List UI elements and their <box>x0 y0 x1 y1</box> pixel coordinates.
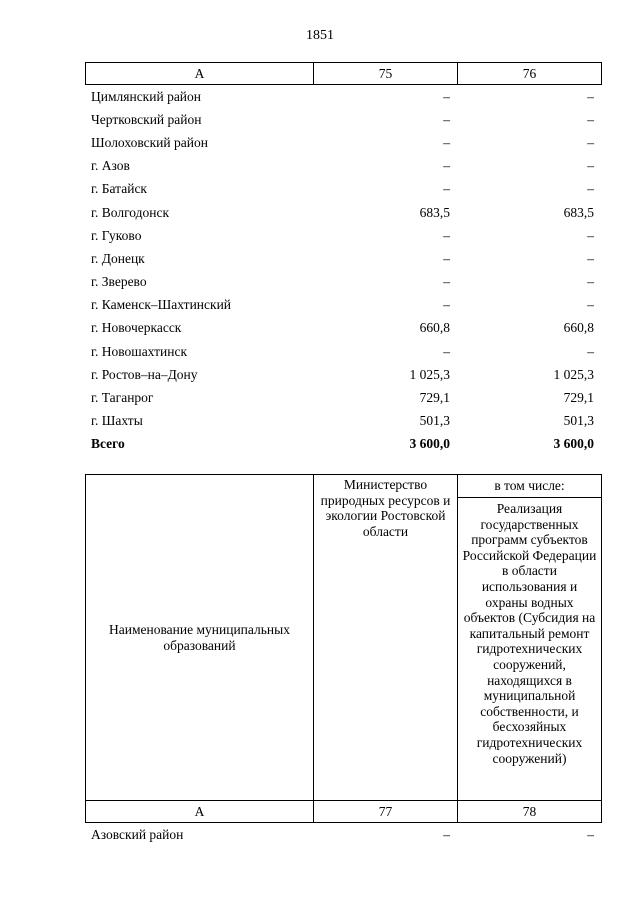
value-75: – <box>443 88 450 104</box>
table-row <box>85 363 601 386</box>
municipality-name: г. Волгодонск <box>91 204 170 220</box>
table-row <box>85 386 601 409</box>
municipality-name: Шолоховский район <box>91 134 208 150</box>
value-76: 729,1 <box>563 390 594 406</box>
value-76: – <box>587 181 594 197</box>
table-row <box>85 271 601 294</box>
table-row <box>85 247 601 270</box>
municipality-name: г. Новочеркасск <box>91 320 182 336</box>
value-75: 729,1 <box>419 390 450 406</box>
municipality-name: г. Гуково <box>91 227 142 243</box>
table2-colnum-a: А <box>86 801 314 823</box>
municipality-name: Азовский район <box>91 826 184 842</box>
table1-header-col-a: А <box>86 63 314 85</box>
table-row <box>85 224 601 247</box>
total-76: 3 600,0 <box>553 436 594 452</box>
table2-header <box>85 474 602 823</box>
value-75: – <box>443 181 450 197</box>
municipality-name: г. Батайск <box>91 181 147 197</box>
value-76: – <box>587 250 594 266</box>
value-76: – <box>587 297 594 313</box>
value-76: – <box>587 88 594 104</box>
value-75: 683,5 <box>419 204 450 220</box>
value-75: 1 025,3 <box>409 366 450 382</box>
value-75: – <box>443 111 450 127</box>
table1-header-col-75: 75 <box>314 63 458 85</box>
table2-body <box>85 823 601 846</box>
table-row <box>85 131 601 154</box>
municipality-name: г. Азов <box>91 158 130 174</box>
value-76: 683,5 <box>563 204 594 220</box>
municipality-name: Чертковский район <box>91 111 202 127</box>
total-row <box>85 433 601 456</box>
table1-header <box>85 62 602 85</box>
value-75: – <box>443 297 450 313</box>
value-76: – <box>587 343 594 359</box>
value-76: – <box>587 158 594 174</box>
municipality-name: г. Таганрог <box>91 390 154 406</box>
value-75: – <box>443 250 450 266</box>
table2-header-ministry: Министерство природных ресурсов и экологии Ростовской области <box>314 475 458 801</box>
table1-body <box>85 85 601 456</box>
table2-colnum-77: 77 <box>314 801 458 823</box>
municipality-name: г. Донецк <box>91 250 145 266</box>
page-number: 1851 <box>306 28 334 43</box>
value-76: 501,3 <box>563 413 594 429</box>
value-75: – <box>443 134 450 150</box>
table-row <box>85 108 601 131</box>
municipality-name: г. Шахты <box>91 413 143 429</box>
value-75: – <box>443 343 450 359</box>
value-76: 1 025,3 <box>553 366 594 382</box>
table1-header-col-76: 76 <box>458 63 602 85</box>
value-75: – <box>443 274 450 290</box>
value-76: – <box>587 274 594 290</box>
table2-header-including: в том числе: <box>458 475 602 498</box>
value-75: 660,8 <box>419 320 450 336</box>
table2-header-municipality: Наименование муниципальных образований <box>86 475 314 801</box>
table-row <box>85 155 601 178</box>
table2-colnum-78: 78 <box>458 801 602 823</box>
table-row <box>85 340 601 363</box>
municipality-name: г. Новошахтинск <box>91 343 187 359</box>
value-77: – <box>443 826 450 842</box>
municipality-name: г. Зверево <box>91 274 147 290</box>
value-76: – <box>587 227 594 243</box>
value-75: 501,3 <box>419 413 450 429</box>
value-78: – <box>587 826 594 842</box>
table-row <box>85 317 601 340</box>
table-row <box>85 201 601 224</box>
table2-header-program: Реализация государственных программ субъектов Российской Федерации в области использования и охраны водных объектов (Субсидия на капитальный ремонт гидротехнических сооружений, находящихся в муниципальной собственности, и бесхозяйных гидротехнических сооружений) <box>458 498 602 801</box>
total-label: Всего <box>91 436 125 452</box>
municipality-name: Цимлянский район <box>91 88 202 104</box>
municipality-name: г. Ростов–на–Дону <box>91 366 198 382</box>
total-75: 3 600,0 <box>409 436 450 452</box>
table-row <box>85 823 601 846</box>
value-76: – <box>587 134 594 150</box>
value-76: 660,8 <box>563 320 594 336</box>
table-row <box>85 294 601 317</box>
value-75: – <box>443 158 450 174</box>
table-row <box>85 410 601 433</box>
value-75: – <box>443 227 450 243</box>
table-row <box>85 85 601 108</box>
municipality-name: г. Каменск–Шахтинский <box>91 297 232 313</box>
table-row <box>85 178 601 201</box>
value-76: – <box>587 111 594 127</box>
